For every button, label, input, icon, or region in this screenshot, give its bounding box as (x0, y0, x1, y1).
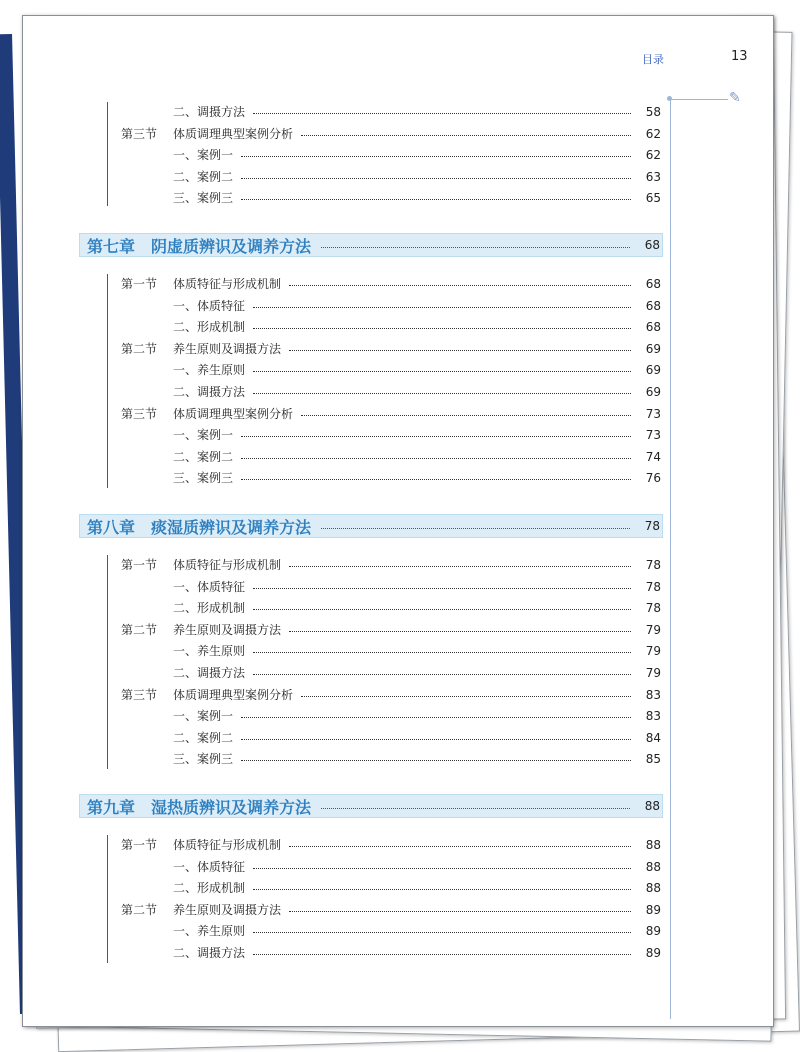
dot-leader (253, 954, 631, 955)
entry-title: 二、调摄方法 (173, 946, 246, 960)
running-head: 目录 (642, 53, 664, 66)
toc-entry-label (173, 167, 241, 187)
entry-page-number: 89 (645, 924, 661, 939)
dot-leader (321, 528, 630, 529)
chapter-page-number: 68 (644, 238, 660, 252)
page-number: 13 (731, 49, 748, 64)
dot-leader (241, 479, 631, 480)
entry-page-number: 62 (645, 126, 661, 141)
toc-entry-label (173, 728, 241, 748)
toc-entry-label (173, 943, 253, 963)
entry-page-number: 73 (645, 428, 661, 443)
entry-page-number: 89 (645, 946, 661, 960)
toc-section-entry[interactable] (121, 124, 661, 144)
pen-icon: ✎ (729, 90, 741, 106)
toc-entry-label (173, 577, 253, 597)
toc-subsection-entry[interactable] (173, 102, 661, 122)
chapter-label (80, 795, 321, 818)
chapter-number: 第七章 (87, 236, 136, 256)
entry-title: 体质调理典型案例分析 (173, 406, 294, 421)
entry-page-number: 79 (645, 644, 661, 659)
dot-leader (289, 566, 631, 567)
entry-title: 一、养生原则 (173, 644, 246, 659)
dot-leader (289, 631, 631, 632)
dot-leader (253, 393, 631, 394)
toc-subsection-entry[interactable] (173, 188, 661, 208)
entry-title: 养生原则及调摄方法 (173, 341, 282, 356)
entry-title: 二、形成机制 (173, 881, 246, 896)
entry-page-number: 89 (645, 902, 661, 917)
entry-page-number: 68 (645, 277, 661, 291)
toc-entry-label (173, 641, 253, 661)
toc-section-entry[interactable] (121, 404, 661, 424)
section-number: 第三节 (121, 687, 158, 702)
section-number: 第一节 (121, 838, 158, 852)
toc-entry-label (173, 317, 253, 337)
toc-subsection-entry[interactable] (173, 921, 661, 941)
entry-title: 二、调摄方法 (173, 666, 246, 680)
dot-leader (301, 415, 631, 416)
toc-section-entry[interactable] (121, 685, 661, 705)
toc-chapter-heading[interactable] (79, 514, 663, 538)
dot-leader (289, 285, 631, 286)
entry-title: 体质特征与形成机制 (173, 277, 282, 291)
toc-subsection-entry[interactable] (173, 468, 661, 488)
dot-leader (253, 328, 631, 329)
toc-subsection-entry[interactable] (173, 167, 661, 187)
entry-title: 二、案例二 (173, 169, 234, 184)
toc-subsection-entry[interactable] (173, 296, 661, 316)
entry-title: 体质调理典型案例分析 (173, 126, 294, 141)
section-number: 第二节 (121, 622, 158, 637)
section-group-bar (107, 102, 108, 206)
entry-page-number: 74 (645, 449, 661, 464)
entry-page-number: 78 (645, 601, 661, 616)
entry-title: 一、案例一 (173, 428, 234, 443)
toc-subsection-entry[interactable] (173, 706, 661, 726)
entry-title: 二、案例二 (173, 730, 234, 745)
entry-page-number: 65 (645, 191, 661, 206)
entry-page-number: 58 (645, 105, 661, 119)
dot-leader (253, 113, 631, 114)
toc-entry-label (173, 921, 253, 941)
dot-leader (241, 739, 631, 740)
section-number: 第二节 (121, 902, 158, 917)
entry-title: 一、养生原则 (173, 924, 246, 939)
section-number: 第一节 (121, 277, 158, 291)
toc-entry-label (173, 382, 253, 402)
toc-entry-label (121, 555, 289, 575)
toc-page (22, 15, 774, 1027)
dot-leader (241, 458, 631, 459)
toc-entry-label (121, 339, 289, 359)
entry-page-number: 68 (645, 320, 661, 335)
chapter-title: 阴虚质辨识及调养方法 (151, 236, 312, 256)
entry-title: 二、调摄方法 (173, 105, 246, 119)
toc-entry-label (121, 835, 289, 855)
entry-title: 体质特征与形成机制 (173, 558, 282, 572)
dot-leader (253, 674, 631, 675)
toc-subsection-entry[interactable] (173, 145, 661, 165)
toc-chapter-heading[interactable] (79, 233, 663, 257)
entry-page-number: 83 (645, 709, 661, 724)
dot-leader (253, 868, 631, 869)
entry-title: 三、案例三 (173, 191, 234, 206)
entry-page-number: 83 (645, 687, 661, 702)
toc-entry-label (173, 706, 241, 726)
toc-subsection-entry[interactable] (173, 360, 661, 380)
section-group-bar (107, 274, 108, 488)
dot-leader (253, 609, 631, 610)
section-number: 第三节 (121, 406, 158, 421)
entry-title: 三、案例三 (173, 752, 234, 767)
toc-entry-label (173, 663, 253, 683)
toc-entry-label (173, 360, 253, 380)
section-number: 第二节 (121, 341, 158, 356)
toc-subsection-entry[interactable] (173, 857, 661, 877)
toc-entry-label (173, 857, 253, 877)
toc-entry-label (173, 749, 241, 769)
dot-leader (253, 307, 631, 308)
toc-subsection-entry[interactable] (173, 943, 661, 963)
toc-entry-label (173, 468, 241, 488)
dot-leader (241, 199, 631, 200)
entry-title: 一、体质特征 (173, 859, 246, 874)
dot-leader (241, 760, 631, 761)
chapter-label (80, 234, 321, 257)
toc-entry-label (121, 685, 301, 705)
dot-leader (289, 911, 631, 912)
toc-section-entry[interactable] (121, 274, 661, 294)
entry-title: 体质调理典型案例分析 (173, 687, 294, 702)
toc-section-entry[interactable] (121, 555, 661, 575)
entry-page-number: 76 (645, 471, 661, 486)
dot-leader (301, 135, 631, 136)
chapter-page-number: 88 (644, 799, 660, 813)
dot-leader (321, 247, 630, 248)
entry-title: 二、调摄方法 (173, 385, 246, 399)
section-group-bar (107, 555, 108, 769)
entry-title: 二、案例二 (173, 449, 234, 464)
dot-leader (253, 932, 631, 933)
entry-page-number: 69 (645, 363, 661, 378)
chapter-page-number: 78 (644, 519, 660, 533)
chapter-number: 第八章 (87, 517, 136, 537)
dot-leader (241, 178, 631, 179)
entry-title: 一、养生原则 (173, 363, 246, 378)
table-of-contents (23, 16, 773, 1026)
entry-title: 二、形成机制 (173, 601, 246, 616)
entry-page-number: 78 (645, 579, 661, 594)
entry-page-number: 84 (645, 730, 661, 745)
section-group-bar (107, 835, 108, 963)
toc-entry-label (121, 274, 289, 294)
toc-entry-label (173, 145, 241, 165)
toc-subsection-entry[interactable] (173, 425, 661, 445)
entry-page-number: 88 (645, 838, 661, 852)
toc-entry-label (173, 188, 241, 208)
dot-leader (241, 717, 631, 718)
toc-section-entry[interactable] (121, 620, 661, 640)
toc-entry-label (121, 124, 301, 144)
dot-leader (321, 808, 630, 809)
section-number: 第一节 (121, 558, 158, 572)
entry-page-number: 88 (645, 859, 661, 874)
dot-leader (253, 652, 631, 653)
toc-subsection-entry[interactable] (173, 663, 661, 683)
toc-entry-label (121, 404, 301, 424)
dot-leader (241, 156, 631, 157)
toc-entry-label (173, 447, 241, 467)
toc-subsection-entry[interactable] (173, 728, 661, 748)
entry-title: 一、体质特征 (173, 579, 246, 594)
entry-page-number: 68 (645, 298, 661, 313)
toc-subsection-entry[interactable] (173, 317, 661, 337)
entry-page-number: 78 (645, 558, 661, 572)
dot-leader (253, 371, 631, 372)
entry-page-number: 88 (645, 881, 661, 896)
dot-leader (241, 436, 631, 437)
toc-entry-label (173, 296, 253, 316)
toc-entry-label (173, 425, 241, 445)
toc-subsection-entry[interactable] (173, 641, 661, 661)
toc-entry-label (173, 102, 253, 122)
toc-entry-label (121, 900, 289, 920)
entry-page-number: 79 (645, 666, 661, 680)
dot-leader (289, 846, 631, 847)
chapter-label (80, 515, 321, 538)
toc-section-entry[interactable] (121, 835, 661, 855)
chapter-title: 痰湿质辨识及调养方法 (151, 517, 312, 537)
chapter-title: 湿热质辨识及调养方法 (151, 797, 312, 817)
section-number: 第三节 (121, 126, 158, 141)
dot-leader (301, 696, 631, 697)
toc-entry-label (121, 620, 289, 640)
toc-subsection-entry[interactable] (173, 598, 661, 618)
dot-leader (253, 588, 631, 589)
chapter-number: 第九章 (87, 797, 136, 817)
toc-subsection-entry[interactable] (173, 749, 661, 769)
entry-title: 一、案例一 (173, 148, 234, 163)
entry-title: 三、案例三 (173, 471, 234, 486)
entry-page-number: 69 (645, 341, 661, 356)
entry-page-number: 69 (645, 385, 661, 399)
toc-entry-label (173, 878, 253, 898)
toc-entry-label (173, 598, 253, 618)
toc-subsection-entry[interactable] (173, 382, 661, 402)
entry-title: 体质特征与形成机制 (173, 838, 282, 852)
entry-page-number: 63 (645, 169, 661, 184)
toc-chapter-heading[interactable] (79, 794, 663, 818)
entry-page-number: 62 (645, 148, 661, 163)
toc-subsection-entry[interactable] (173, 577, 661, 597)
entry-title: 二、形成机制 (173, 320, 246, 335)
entry-title: 养生原则及调摄方法 (173, 622, 282, 637)
toc-subsection-entry[interactable] (173, 878, 661, 898)
entry-page-number: 73 (645, 406, 661, 421)
entry-title: 养生原则及调摄方法 (173, 902, 282, 917)
toc-subsection-entry[interactable] (173, 447, 661, 467)
entry-title: 一、案例一 (173, 709, 234, 724)
entry-title: 一、体质特征 (173, 298, 246, 313)
toc-section-entry[interactable] (121, 339, 661, 359)
dot-leader (289, 350, 631, 351)
entry-page-number: 79 (645, 622, 661, 637)
dot-leader (253, 889, 631, 890)
entry-page-number: 85 (645, 752, 661, 767)
toc-section-entry[interactable] (121, 900, 661, 920)
